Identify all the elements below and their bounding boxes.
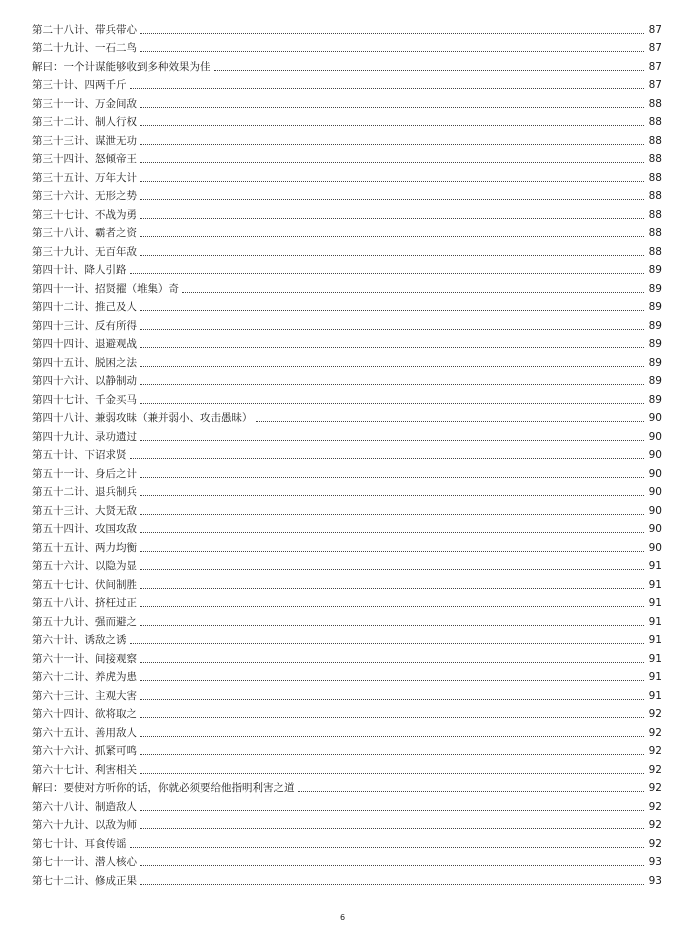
dot-leader (140, 310, 644, 311)
toc-entry[interactable] (32, 795, 662, 814)
dot-leader (140, 662, 644, 663)
toc-entry[interactable] (32, 388, 662, 407)
toc-entry[interactable] (32, 647, 662, 666)
dot-leader (140, 440, 644, 441)
toc-entry-page: 91 (648, 634, 662, 646)
toc-entry-title: 第三十五计、万年大计 (32, 171, 137, 184)
toc-entry[interactable] (32, 129, 662, 148)
toc-entry[interactable] (32, 555, 662, 574)
toc-entry[interactable] (32, 592, 662, 611)
toc-entry-page: 89 (648, 301, 662, 313)
toc-entry-title: 第四十四计、退避观战 (32, 338, 137, 350)
dot-leader (182, 292, 644, 293)
dot-leader (140, 828, 644, 829)
dot-leader (140, 884, 644, 885)
toc-entry[interactable] (32, 777, 662, 796)
table-of-contents (32, 18, 662, 888)
toc-entry[interactable] (32, 259, 662, 278)
toc-entry-page: 90 (648, 412, 662, 424)
toc-entry-title: 第五十九计、强而避之 (32, 615, 137, 628)
toc-entry-page: 90 (648, 504, 662, 517)
toc-entry-page: 88 (648, 134, 662, 147)
toc-entry-title: 第四十八计、兼弱攻昧（兼并弱小、攻击愚昧） (32, 412, 253, 424)
toc-entry-title: 第四十计、降人引路 (32, 264, 127, 276)
toc-entry-page: 93 (648, 874, 662, 887)
toc-entry-page: 88 (648, 153, 662, 165)
toc-entry-page: 88 (648, 245, 662, 258)
toc-entry[interactable] (32, 111, 662, 130)
toc-entry-page: 88 (648, 190, 662, 202)
toc-entry-title: 第六十四计、欲将取之 (32, 708, 137, 720)
toc-entry-title: 第三十四计、怒倾帝王 (32, 153, 137, 165)
toc-entry-title: 第七十一计、潜人核心 (32, 856, 137, 868)
dot-leader (140, 162, 644, 163)
toc-entry[interactable] (32, 499, 662, 518)
toc-entry-page: 87 (648, 23, 662, 36)
toc-entry[interactable] (32, 832, 662, 851)
dot-leader (140, 699, 644, 700)
dot-leader (140, 736, 644, 737)
toc-entry-title: 第四十一计、招贤擢（堆集）奇 (32, 282, 179, 295)
toc-entry-title: 第五十四计、攻国攻敌 (32, 523, 137, 535)
toc-entry-title: 第五十三计、大贤无敌 (32, 504, 137, 517)
toc-entry-page: 87 (648, 79, 662, 91)
toc-entry-page: 89 (648, 264, 662, 276)
dot-leader (140, 125, 644, 126)
toc-entry-title: 第六十一计、间接观察 (32, 652, 137, 665)
dot-leader (140, 181, 644, 182)
toc-entry[interactable] (32, 573, 662, 592)
toc-entry-page: 90 (648, 449, 662, 461)
toc-entry[interactable] (32, 629, 662, 648)
toc-entry-title: 第五十六计、以隐为显 (32, 560, 137, 572)
dot-leader (140, 199, 644, 200)
toc-entry[interactable] (32, 203, 662, 222)
toc-entry[interactable] (32, 351, 662, 370)
toc-entry[interactable] (32, 296, 662, 315)
toc-entry-title: 第五十二计、退兵制兵 (32, 486, 137, 498)
dot-leader (140, 347, 644, 348)
toc-entry-page: 90 (648, 430, 662, 443)
dot-leader (140, 810, 644, 811)
dot-leader (140, 551, 644, 552)
toc-entry-title: 第七十二计、修成正果 (32, 874, 137, 887)
toc-entry[interactable] (32, 666, 662, 685)
toc-entry-title: 第六十八计、制造敌人 (32, 800, 137, 813)
toc-entry-page: 87 (648, 60, 662, 73)
toc-entry-title: 第五十一计、身后之计 (32, 467, 137, 480)
toc-entry[interactable] (32, 370, 662, 389)
toc-entry[interactable] (32, 166, 662, 185)
toc-entry[interactable] (32, 610, 662, 629)
dot-leader (140, 717, 644, 718)
dot-leader (140, 495, 644, 496)
toc-entry[interactable] (32, 851, 662, 870)
dot-leader (140, 384, 644, 385)
toc-entry-title: 第四十六计、以静制动 (32, 375, 137, 387)
toc-entry-title: 第三十六计、无形之势 (32, 190, 137, 202)
toc-entry-title: 第三十九计、无百年敌 (32, 245, 137, 258)
toc-entry-title: 第二十九计、一石二鸟 (32, 42, 137, 54)
dot-leader (140, 680, 644, 681)
toc-entry-title: 第三十计、四两千斤 (32, 79, 127, 91)
toc-entry[interactable] (32, 425, 662, 444)
toc-entry-page: 91 (648, 597, 662, 609)
dot-leader (140, 329, 644, 330)
toc-entry-page: 92 (648, 745, 662, 757)
toc-entry[interactable] (32, 481, 662, 500)
dot-leader (140, 144, 644, 145)
toc-entry-title: 第三十八计、霸者之资 (32, 227, 137, 239)
toc-entry[interactable] (32, 758, 662, 777)
toc-entry[interactable] (32, 721, 662, 740)
toc-entry[interactable] (32, 740, 662, 759)
toc-entry[interactable] (32, 333, 662, 352)
dot-leader (140, 514, 644, 515)
dot-leader (298, 791, 645, 792)
toc-entry-page: 89 (648, 375, 662, 387)
dot-leader (256, 421, 645, 422)
toc-entry-page: 87 (648, 42, 662, 54)
toc-entry[interactable] (32, 407, 662, 426)
toc-entry-title: 第四十九计、录功遗过 (32, 430, 137, 443)
toc-entry-page: 92 (648, 782, 662, 794)
toc-entry-page: 89 (648, 356, 662, 369)
toc-entry-page: 92 (648, 708, 662, 720)
toc-entry-title: 解曰：一个计谋能够收到多种效果为佳 (32, 60, 211, 73)
toc-entry[interactable] (32, 518, 662, 537)
toc-entry-title: 第六十计、诱敌之诱 (32, 634, 127, 646)
dot-leader (140, 51, 644, 52)
toc-entry-page: 92 (648, 800, 662, 813)
toc-entry-title: 第四十七计、千金买马 (32, 393, 137, 406)
toc-entry-page: 88 (648, 97, 662, 110)
dot-leader (140, 865, 644, 866)
toc-entry-page: 88 (648, 208, 662, 221)
dot-leader (130, 273, 645, 274)
dot-leader (140, 403, 644, 404)
toc-entry-page: 89 (648, 393, 662, 406)
dot-leader (130, 88, 645, 89)
toc-entry[interactable] (32, 240, 662, 259)
toc-entry-page: 91 (648, 615, 662, 628)
dot-leader (140, 625, 644, 626)
dot-leader (140, 107, 644, 108)
toc-entry-page: 90 (648, 541, 662, 554)
page-number: 6 (339, 913, 346, 922)
dot-leader (140, 236, 644, 237)
toc-entry-page: 89 (648, 338, 662, 350)
toc-entry-page: 89 (648, 282, 662, 295)
toc-entry[interactable] (32, 536, 662, 555)
toc-entry-title: 第五十五计、两力均衡 (32, 541, 137, 554)
dot-leader (130, 643, 645, 644)
toc-entry-title: 第四十二计、推己及人 (32, 301, 137, 313)
toc-entry-title: 第六十五计、善用敌人 (32, 726, 137, 739)
dot-leader (140, 606, 644, 607)
dot-leader (130, 458, 645, 459)
toc-entry[interactable] (32, 684, 662, 703)
toc-entry-page: 92 (648, 819, 662, 831)
toc-entry-title: 第六十二计、养虎为患 (32, 671, 137, 683)
toc-entry[interactable] (32, 148, 662, 167)
toc-entry-title: 第五十八计、挤枉过正 (32, 597, 137, 609)
toc-entry-title: 解曰：要使对方听你的话，你就必须要给他指明利害之道 (32, 782, 295, 794)
dot-leader (140, 754, 644, 755)
toc-entry-title: 第三十七计、不战为勇 (32, 208, 137, 221)
toc-entry-title: 第三十三计、谋泄无功 (32, 134, 137, 147)
dot-leader (140, 773, 644, 774)
toc-entry-page: 93 (648, 856, 662, 868)
toc-entry-title: 第五十计、下诏求贤 (32, 449, 127, 461)
toc-entry[interactable] (32, 74, 662, 93)
toc-entry[interactable] (32, 18, 662, 37)
dot-leader (130, 847, 645, 848)
toc-entry-page: 91 (648, 652, 662, 665)
toc-entry-title: 第六十六计、抓紧可鸣 (32, 745, 137, 757)
toc-entry[interactable] (32, 277, 662, 296)
dot-leader (140, 218, 644, 219)
toc-entry-page: 90 (648, 523, 662, 535)
toc-entry-page: 91 (648, 689, 662, 702)
dot-leader (214, 70, 645, 71)
toc-entry-page: 92 (648, 726, 662, 739)
toc-entry[interactable] (32, 462, 662, 481)
dot-leader (140, 588, 644, 589)
toc-entry[interactable] (32, 55, 662, 74)
toc-entry-title: 第五十七计、伏间制胜 (32, 578, 137, 591)
toc-entry[interactable] (32, 185, 662, 204)
dot-leader (140, 255, 644, 256)
toc-entry[interactable] (32, 92, 662, 111)
toc-entry[interactable] (32, 37, 662, 56)
toc-entry-page: 92 (648, 763, 662, 776)
toc-entry-page: 91 (648, 560, 662, 572)
toc-entry-page: 89 (648, 319, 662, 332)
toc-entry-title: 第四十三计、反有所得 (32, 319, 137, 332)
dot-leader (140, 477, 644, 478)
toc-entry-title: 第三十一计、万金间敌 (32, 97, 137, 110)
toc-entry-page: 92 (648, 837, 662, 850)
toc-entry-title: 第二十八计、带兵带心 (32, 23, 137, 36)
dot-leader (140, 366, 644, 367)
toc-entry[interactable] (32, 869, 662, 888)
toc-entry-page: 88 (648, 171, 662, 184)
toc-entry-page: 88 (648, 116, 662, 128)
toc-entry-page: 91 (648, 671, 662, 683)
dot-leader (140, 33, 644, 34)
toc-list (32, 18, 662, 888)
toc-entry[interactable] (32, 703, 662, 722)
toc-entry[interactable] (32, 814, 662, 833)
dot-leader (140, 569, 644, 570)
toc-entry-title: 第四十五计、脱困之法 (32, 356, 137, 369)
dot-leader (140, 532, 644, 533)
toc-entry-page: 88 (648, 227, 662, 239)
toc-entry-title: 第六十七计、利害相关 (32, 763, 137, 776)
toc-entry-title: 第七十计、耳食传谣 (32, 837, 127, 850)
toc-entry-title: 第三十二计、制人行权 (32, 116, 137, 128)
toc-entry-page: 90 (648, 467, 662, 480)
toc-entry[interactable] (32, 222, 662, 241)
toc-entry-title: 第六十三计、主观大害 (32, 689, 137, 702)
toc-entry[interactable] (32, 314, 662, 333)
toc-entry-page: 91 (648, 578, 662, 591)
toc-entry-page: 90 (648, 486, 662, 498)
toc-entry[interactable] (32, 444, 662, 463)
toc-entry-title: 第六十九计、以敌为师 (32, 819, 137, 831)
